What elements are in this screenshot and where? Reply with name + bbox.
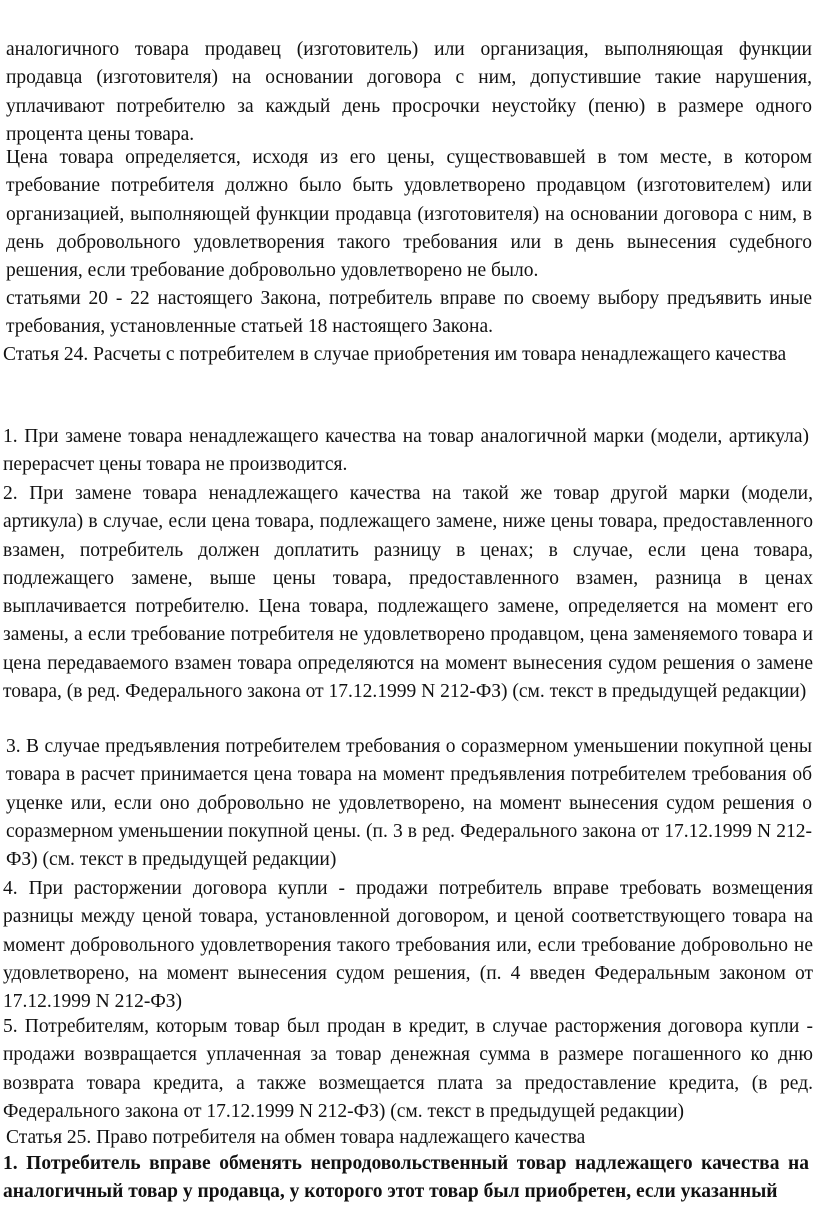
paragraph-penalty-continuation: аналогичного товара продавец (изготовитель) или организация, выполняющая функции продавца (изготовителя) на основании договора с ним, допустившие такие нарушения, уплачивают потребителю за каждый день просрочки неустойку (пеню) в размере одного процента цены товара. — [6, 39, 812, 145]
paragraph-price-determination: Цена товара определяется, исходя из его цены, существовавшей в том месте, в котором требование потребителя должно было быть удовлетворено продавцом (изготовителем) или организацией, выполняющей функции продавца (изготовителя) на основании договора с ним, в день добровольного удовлетворения такого требования или в день вынесения судебного решения, если требование добровольно удовлетворено не было. — [6, 147, 812, 282]
article-24-clause-5: 5. Потребителям, которым товар был продан в кредит, в случае расторжения договора купли - продажи возвращается уплаченная за товар денежная сумма в размере погашенного ко дню возврата товара кредита, а также возмещается плата за предоставление кредита, (в ред. Федерального закона от 17.12.1999 N 212-ФЗ) (см. текст в предыдущей редакции) — [3, 1016, 813, 1122]
article-24-clause-3: 3. В случае предъявления потребителем требования о соразмерном уменьшении покупной цены товара в расчет принимается цена товара на момент предъявления потребителем требования об уценке или, если оно добровольно не удовлетворено, на момент вынесения судом решения о соразмерном уменьшении покупной цены. (п. 3 в ред. Федерального закона от 17.12.1999 N 212-ФЗ) (см. текст в предыдущей редакции) — [6, 736, 812, 871]
article-24-clause-2: 2. При замене товара ненадлежащего качества на такой же товар другой марки (модели, артикула) в случае, если цена товара, подлежащего замене, ниже цены товара, предоставленного взамен, потребитель должен доплатить разницу в ценах; в случае, если цена товара, подлежащего замене, выше цены товара, предоставленного взамен, разница в ценах выплачивается потребителю. Цена товара, подлежащего замене, определяется на момент его замены, а если требование потребителя не удовлетворено продавцом, цена заменяемого товара и цена передаваемого взамен товара определяются на момент вынесения судом решения о замене товара, (в ред. Федерального закона от 17.12.1999 N 212-ФЗ) (см. текст в предыдущей редакции) — [3, 483, 813, 703]
article-24-heading: Статья 24. Расчеты с потребителем в случае приобретения им товара ненадлежащего качества — [3, 344, 787, 365]
article-25-clause-1: 1. Потребитель вправе обменять непродовольственный товар надлежащего качества на аналогичный товар у продавца, у которого этот товар был приобретен, если указанный — [3, 1153, 809, 1203]
article-24-clause-1: 1. При замене товара ненадлежащего качества на товар аналогичной марки (модели, артикула) перерасчет цены товара не производится. — [3, 426, 809, 476]
article-24-clause-4: 4. При расторжении договора купли - продажи потребитель вправе требовать возмещения разницы между ценой товара, установленной договором, и ценой соответствующего товара на момент добровольного удовлетворения такого требования или, если требование добровольно не удовлетворено, на момент вынесения судом решения, (п. 4 введен Федеральным законом от 17.12.1999 N 212-ФЗ) — [3, 878, 813, 1013]
paragraph-articles-20-22: статьями 20 - 22 настоящего Закона, потребитель вправе по своему выбору предъявить иные требования, установленные статьей 18 настоящего Закона. — [6, 288, 812, 338]
article-25-heading: Статья 25. Право потребителя на обмен товара надлежащего качества — [6, 1127, 586, 1148]
